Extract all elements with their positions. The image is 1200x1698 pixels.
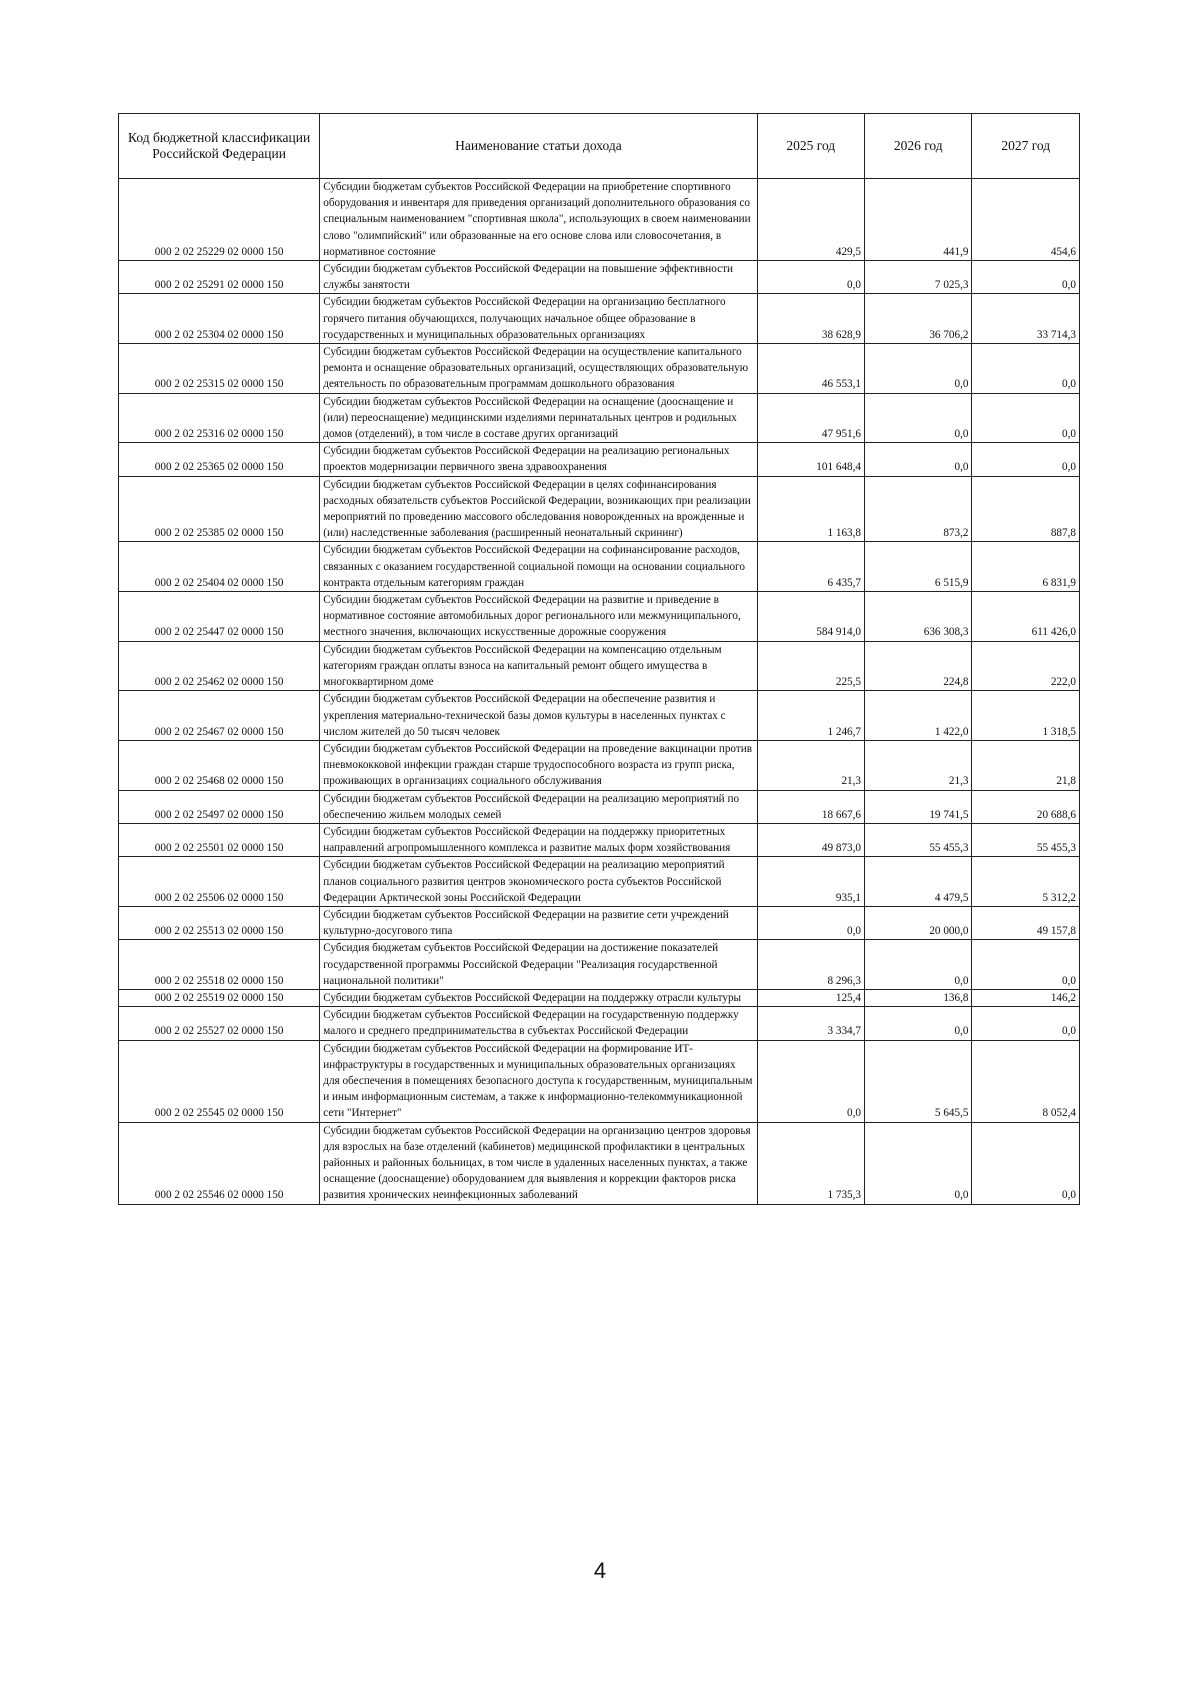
table-row (119, 691, 1080, 741)
value-2027-cell: 33 714,3 (972, 294, 1080, 344)
budget-code-cell: 000 2 02 25468 02 0000 150 (119, 740, 320, 790)
value-2027-cell: 0,0 (972, 940, 1080, 990)
revenue-name-cell: Субсидии бюджетам субъектов Российской Федерации на развитие и приведение в нормативное состояние автомобильных дорог регионального или межмуниципального, местного значения, включающих искусственные дорожные сооружения (320, 592, 757, 642)
table-header-row (119, 114, 1080, 179)
table-row (119, 1122, 1080, 1204)
value-2026-cell: 6 515,9 (865, 542, 972, 592)
table-row (119, 989, 1080, 1006)
table-row (119, 1007, 1080, 1040)
budget-code-cell: 000 2 02 25447 02 0000 150 (119, 592, 320, 642)
revenue-name-cell: Субсидия бюджетам субъектов Российской Федерации на достижение показателей государственной программы Российской Федерации "Реализация государственной национальной политики" (320, 940, 757, 990)
value-2027-cell: 611 426,0 (972, 592, 1080, 642)
value-2027-cell: 0,0 (972, 393, 1080, 443)
value-2025-cell: 125,4 (757, 989, 864, 1006)
value-2025-cell: 21,3 (757, 740, 864, 790)
revenue-name-cell: Субсидии бюджетам субъектов Российской Федерации на поддержку приоритетных направлений агропромышленного комплекса и развитие малых форм хозяйствования (320, 823, 757, 856)
value-2025-cell: 1 735,3 (757, 1122, 864, 1204)
table-row (119, 179, 1080, 261)
table-row (119, 857, 1080, 907)
budget-code-cell: 000 2 02 25404 02 0000 150 (119, 542, 320, 592)
value-2025-cell: 46 553,1 (757, 344, 864, 394)
value-2026-cell: 19 741,5 (865, 790, 972, 823)
budget-code-cell: 000 2 02 25462 02 0000 150 (119, 641, 320, 691)
budget-code-cell: 000 2 02 25527 02 0000 150 (119, 1007, 320, 1040)
value-2027-cell: 0,0 (972, 1122, 1080, 1204)
value-2027-cell: 21,8 (972, 740, 1080, 790)
budget-code-cell: 000 2 02 25365 02 0000 150 (119, 443, 320, 476)
budget-code-cell: 000 2 02 25229 02 0000 150 (119, 179, 320, 261)
table-row (119, 344, 1080, 394)
value-2026-cell: 0,0 (865, 443, 972, 476)
value-2025-cell: 8 296,3 (757, 940, 864, 990)
revenue-name-cell: Субсидии бюджетам субъектов Российской Федерации на софинансирование расходов, связанных с оказанием государственной социальной помощи на основании социального контракта отдельным категориям граждан (320, 542, 757, 592)
revenue-name-cell: Субсидии бюджетам субъектов Российской Федерации на формирование ИТ-инфраструктуры в государственных и муниципальных образовательных организациях для обеспечения в помещениях безопасного доступа к государственным, муниципальным и иным информационным системам, а также к информационно-телекоммуникационной сети "Интернет" (320, 1040, 757, 1122)
value-2025-cell: 935,1 (757, 857, 864, 907)
value-2027-cell: 20 688,6 (972, 790, 1080, 823)
value-2025-cell: 1 163,8 (757, 476, 864, 542)
value-2025-cell: 0,0 (757, 1040, 864, 1122)
value-2027-cell: 0,0 (972, 1007, 1080, 1040)
table-row (119, 261, 1080, 294)
value-2026-cell: 4 479,5 (865, 857, 972, 907)
budget-code-cell: 000 2 02 25467 02 0000 150 (119, 691, 320, 741)
table-row (119, 641, 1080, 691)
table-row (119, 790, 1080, 823)
value-2026-cell: 636 308,3 (865, 592, 972, 642)
value-2025-cell: 0,0 (757, 261, 864, 294)
value-2026-cell: 224,8 (865, 641, 972, 691)
table-row (119, 906, 1080, 939)
value-2026-cell: 873,2 (865, 476, 972, 542)
value-2026-cell: 1 422,0 (865, 691, 972, 741)
value-2027-cell: 8 052,4 (972, 1040, 1080, 1122)
value-2027-cell: 6 831,9 (972, 542, 1080, 592)
value-2025-cell: 429,5 (757, 179, 864, 261)
value-2027-cell: 5 312,2 (972, 857, 1080, 907)
value-2026-cell: 0,0 (865, 344, 972, 394)
table-row (119, 443, 1080, 476)
value-2025-cell: 3 334,7 (757, 1007, 864, 1040)
value-2026-cell: 0,0 (865, 940, 972, 990)
value-2025-cell: 49 873,0 (757, 823, 864, 856)
value-2025-cell: 6 435,7 (757, 542, 864, 592)
header-name: Наименование статьи дохода (320, 114, 757, 179)
table-row (119, 393, 1080, 443)
value-2026-cell: 441,9 (865, 179, 972, 261)
value-2027-cell: 0,0 (972, 261, 1080, 294)
revenue-name-cell: Субсидии бюджетам субъектов Российской Федерации на реализацию мероприятий планов социального развития центров экономического роста субъектов Российской Федерации Арктической зоны Российской Федерации (320, 857, 757, 907)
revenue-name-cell: Субсидии бюджетам субъектов Российской Федерации на осуществление капитального ремонта и оснащение образовательных организаций, осуществляющих образовательную деятельность по образовательным программам дошкольного образования (320, 344, 757, 394)
revenue-name-cell: Субсидии бюджетам субъектов Российской Федерации в целях софинансирования расходных обязательств субъектов Российской Федерации, возникающих при реализации мероприятий по проведению массового обследования новорожденных на врожденные и (или) наследственные заболевания (расширенный неонатальный скрининг) (320, 476, 757, 542)
value-2027-cell: 0,0 (972, 443, 1080, 476)
table-row (119, 294, 1080, 344)
value-2027-cell: 887,8 (972, 476, 1080, 542)
budget-code-cell: 000 2 02 25518 02 0000 150 (119, 940, 320, 990)
value-2025-cell: 584 914,0 (757, 592, 864, 642)
value-2027-cell: 454,6 (972, 179, 1080, 261)
value-2026-cell: 21,3 (865, 740, 972, 790)
header-2027: 2027 год (972, 114, 1080, 179)
revenue-table (118, 113, 1080, 1205)
budget-code-cell: 000 2 02 25316 02 0000 150 (119, 393, 320, 443)
revenue-name-cell: Субсидии бюджетам субъектов Российской Федерации на государственную поддержку малого и среднего предпринимательства в субъектах Российской Федерации (320, 1007, 757, 1040)
header-2026: 2026 год (865, 114, 972, 179)
value-2026-cell: 36 706,2 (865, 294, 972, 344)
budget-code-cell: 000 2 02 25385 02 0000 150 (119, 476, 320, 542)
budget-code-cell: 000 2 02 25501 02 0000 150 (119, 823, 320, 856)
value-2026-cell: 20 000,0 (865, 906, 972, 939)
revenue-name-cell: Субсидии бюджетам субъектов Российской Федерации на приобретение спортивного оборудования и инвентаря для приведения организаций дополнительного образования со специальным наименованием "спортивная школа", использующих в своем наименовании слово "олимпийский" или образованные на его основе слова или словосочетания, в нормативное состояние (320, 179, 757, 261)
budget-code-cell: 000 2 02 25506 02 0000 150 (119, 857, 320, 907)
value-2027-cell: 222,0 (972, 641, 1080, 691)
revenue-name-cell: Субсидии бюджетам субъектов Российской Федерации на развитие сети учреждений культурно-досугового типа (320, 906, 757, 939)
table-row (119, 940, 1080, 990)
revenue-name-cell: Субсидии бюджетам субъектов Российской Федерации на реализацию мероприятий по обеспечению жильем молодых семей (320, 790, 757, 823)
value-2026-cell: 0,0 (865, 393, 972, 443)
revenue-name-cell: Субсидии бюджетам субъектов Российской Федерации на повышение эффективности службы занятости (320, 261, 757, 294)
revenue-name-cell: Субсидии бюджетам субъектов Российской Федерации на проведение вакцинации против пневмококковой инфекции граждан старше трудоспособного возраста из групп риска, проживающих в организациях социального обслуживания (320, 740, 757, 790)
budget-code-cell: 000 2 02 25304 02 0000 150 (119, 294, 320, 344)
budget-code-cell: 000 2 02 25545 02 0000 150 (119, 1040, 320, 1122)
budget-code-cell: 000 2 02 25315 02 0000 150 (119, 344, 320, 394)
value-2027-cell: 49 157,8 (972, 906, 1080, 939)
revenue-name-cell: Субсидии бюджетам субъектов Российской Федерации на обеспечение развития и укрепления материально-технической базы домов культуры в населенных пунктах с числом жителей до 50 тысяч человек (320, 691, 757, 741)
revenue-name-cell: Субсидии бюджетам субъектов Российской Федерации на оснащение (дооснащение и (или) переоснащение) медицинскими изделиями перинатальных центров и родильных домов (отделений), в том числе в составе других организаций (320, 393, 757, 443)
value-2025-cell: 1 246,7 (757, 691, 864, 741)
revenue-name-cell: Субсидии бюджетам субъектов Российской Федерации на реализацию региональных проектов модернизации первичного звена здравоохранения (320, 443, 757, 476)
value-2026-cell: 7 025,3 (865, 261, 972, 294)
page-number: 4 (593, 1558, 607, 1583)
table-row (119, 1040, 1080, 1122)
value-2025-cell: 0,0 (757, 906, 864, 939)
revenue-name-cell: Субсидии бюджетам субъектов Российской Федерации на поддержку отрасли культуры (320, 989, 757, 1006)
value-2026-cell: 55 455,3 (865, 823, 972, 856)
header-code: Код бюджетной классификации Российской Федерации (119, 114, 320, 179)
budget-code-cell: 000 2 02 25497 02 0000 150 (119, 790, 320, 823)
table-row (119, 542, 1080, 592)
value-2026-cell: 0,0 (865, 1122, 972, 1204)
header-2025: 2025 год (757, 114, 864, 179)
value-2027-cell: 0,0 (972, 344, 1080, 394)
budget-code-cell: 000 2 02 25291 02 0000 150 (119, 261, 320, 294)
revenue-name-cell: Субсидии бюджетам субъектов Российской Федерации на организацию центров здоровья для взрослых на базе отделений (кабинетов) медицинской профилактики в центральных районных и районных больницах, в том числе в удаленных населенных пунктах, а также оснащение (дооснащение) оборудованием для выявления и коррекции факторов риска развития хронических неинфекционных заболеваний (320, 1122, 757, 1204)
value-2025-cell: 225,5 (757, 641, 864, 691)
table-body (119, 179, 1080, 1205)
table-row (119, 592, 1080, 642)
value-2027-cell: 55 455,3 (972, 823, 1080, 856)
revenue-name-cell: Субсидии бюджетам субъектов Российской Федерации на организацию бесплатного горячего питания обучающихся, получающих начальное общее образование в государственных и муниципальных образовательных организациях (320, 294, 757, 344)
value-2026-cell: 136,8 (865, 989, 972, 1006)
revenue-name-cell: Субсидии бюджетам субъектов Российской Федерации на компенсацию отдельным категориям граждан оплаты взноса на капитальный ремонт общего имущества в многоквартирном доме (320, 641, 757, 691)
value-2025-cell: 38 628,9 (757, 294, 864, 344)
table-row (119, 476, 1080, 542)
value-2025-cell: 47 951,6 (757, 393, 864, 443)
table-row (119, 823, 1080, 856)
value-2025-cell: 101 648,4 (757, 443, 864, 476)
table-row (119, 740, 1080, 790)
value-2025-cell: 18 667,6 (757, 790, 864, 823)
budget-code-cell: 000 2 02 25513 02 0000 150 (119, 906, 320, 939)
value-2027-cell: 1 318,5 (972, 691, 1080, 741)
value-2026-cell: 5 645,5 (865, 1040, 972, 1122)
budget-code-cell: 000 2 02 25546 02 0000 150 (119, 1122, 320, 1204)
value-2027-cell: 146,2 (972, 989, 1080, 1006)
budget-code-cell: 000 2 02 25519 02 0000 150 (119, 989, 320, 1006)
value-2026-cell: 0,0 (865, 1007, 972, 1040)
